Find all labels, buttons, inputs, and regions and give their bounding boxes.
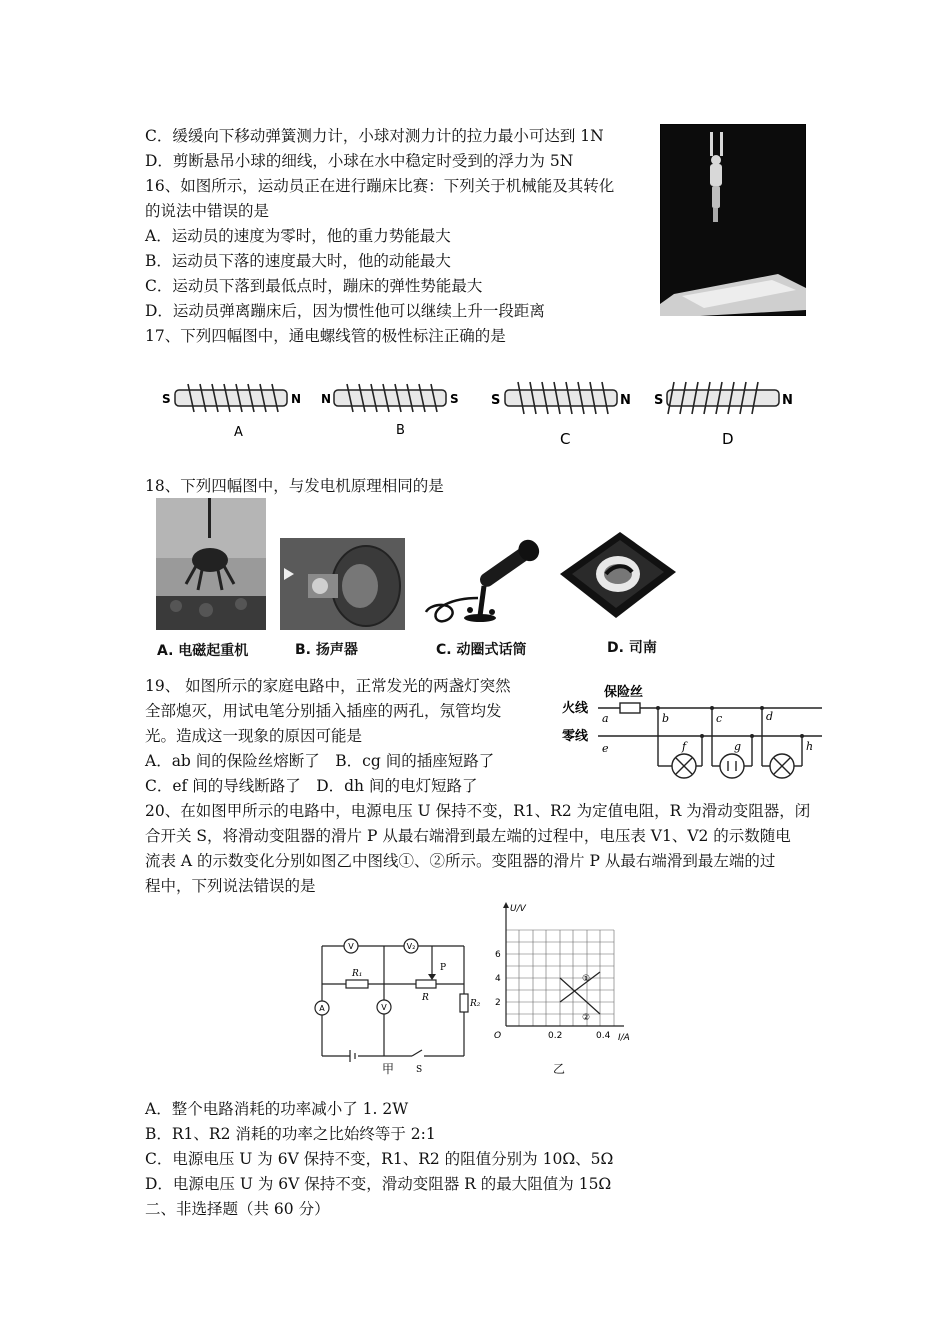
graph-x-tick-0.2: 0.2 xyxy=(548,1031,563,1041)
q20-option-d: D．电源电压 U 为 6V 保持不变，滑动变阻器 R 的最大阻值为 15Ω xyxy=(145,1175,612,1193)
q18-caption-b: B. 扬声器 xyxy=(295,642,358,658)
q20-stem-2: 合开关 S，将滑动变阻器的滑片 P 从最右端滑到最左端的过程中，电压表 V1、V2 的示数随电 xyxy=(145,827,791,845)
live-wire-label: 火线 xyxy=(562,701,589,716)
q18-caption-d: D. 司南 xyxy=(607,640,657,656)
q18-stem: 18、下列四幅图中，与发电机原理相同的是 xyxy=(145,477,444,495)
q20-circuit-diagram xyxy=(308,930,488,1075)
r2-label: R₂ xyxy=(470,999,481,1009)
graph-xlabel: I/A xyxy=(618,1033,630,1042)
voltmeter-1-label: V xyxy=(348,942,354,951)
r1-label: R₁ xyxy=(352,969,363,979)
q16-stem-2: 的说法中错误的是 xyxy=(145,202,270,220)
q15-option-d: D．剪断悬吊小球的细线，小球在水中稳定时受到的浮力为 5N xyxy=(145,152,574,170)
solenoid-b-left-pole: N xyxy=(321,392,332,406)
q19-stem-2: 全部熄灭，用试电笔分别插入插座的两孔，氖管均发 xyxy=(145,702,502,720)
point-b: b xyxy=(662,712,670,725)
graph-x-tick-0.4: 0.4 xyxy=(596,1031,611,1041)
sinan-compass-photo xyxy=(558,528,678,620)
ammeter-label: A xyxy=(319,1004,325,1013)
q16-option-a: A．运动员的速度为零时，他的重力势能最大 xyxy=(145,227,451,245)
graph-caption: 乙 xyxy=(553,1062,566,1076)
solenoid-d-label: D xyxy=(722,430,734,448)
q20-ui-graph xyxy=(490,900,640,1042)
q18-caption-a: A. 电磁起重机 xyxy=(157,643,249,659)
q20-option-a: A．整个电路消耗的功率减小了 1. 2W xyxy=(145,1100,409,1118)
solenoid-b-label: B xyxy=(396,423,405,438)
point-d: d xyxy=(766,710,774,723)
solenoid-c-left-pole: S xyxy=(491,393,501,408)
slider-p-label: P xyxy=(440,963,447,973)
solenoid-a-left-pole: S xyxy=(162,392,171,406)
point-e: e xyxy=(602,742,609,755)
q16-stem-1: 16、如图所示，运动员正在进行蹦床比赛：下列关于机械能及其转化 xyxy=(145,177,615,195)
solenoid-a-right-pole: N xyxy=(291,392,302,406)
graph-line-1-label: ① xyxy=(582,974,591,984)
dynamic-microphone-photo xyxy=(422,538,542,630)
fuse-label: 保险丝 xyxy=(604,685,644,700)
solenoid-b xyxy=(334,384,446,412)
graph-line-2-label: ② xyxy=(582,1013,591,1023)
q20-stem-1: 20、在如图甲所示的电路中，电源电压 U 保持不变，R1、R2 为定值电阻，R 为滑动变阻器，闭 xyxy=(145,802,811,820)
section-two-heading: 二、非选择题（共 60 分） xyxy=(145,1200,330,1218)
point-c: c xyxy=(716,712,723,725)
voltmeter-2-label: V₂ xyxy=(406,942,416,951)
circuit-caption: 甲 xyxy=(382,1062,395,1076)
q16-option-c: C．运动员下落到最低点时，蹦床的弹性势能最大 xyxy=(145,277,483,295)
q17-solenoid-figures xyxy=(150,370,800,450)
q20-option-b: B．R1、R2 消耗的功率之比始终等于 2:1 xyxy=(145,1125,436,1143)
q17-stem: 17、下列四幅图中，通电螺线管的极性标注正确的是 xyxy=(145,327,506,345)
q19-options-cd: C．ef 间的导线断路了 D．dh 间的电灯短路了 xyxy=(145,777,478,795)
switch-s-label: S xyxy=(416,1065,423,1075)
q16-option-d: D．运动员弹离蹦床后，因为惯性他可以继续上升一段距离 xyxy=(145,302,545,320)
household-circuit-diagram xyxy=(562,682,824,786)
solenoid-d xyxy=(667,382,779,414)
graph-y-tick-2: 2 xyxy=(495,998,501,1008)
electromagnetic-crane-photo xyxy=(156,498,266,630)
solenoid-c xyxy=(505,382,617,414)
q19-options-ab: A．ab 间的保险丝熔断了 B．cg 间的插座短路了 xyxy=(145,752,495,770)
graph-ylabel: U/V xyxy=(510,904,526,914)
point-a: a xyxy=(602,712,609,725)
solenoid-d-right-pole: N xyxy=(782,393,793,408)
q20-stem-4: 程中，下列说法错误的是 xyxy=(145,877,316,895)
trampoline-photo xyxy=(660,124,806,316)
graph-origin: O xyxy=(494,1031,502,1041)
q20-option-c: C．电源电压 U 为 6V 保持不变，R1、R2 的阻值分别为 10Ω、5Ω xyxy=(145,1150,614,1168)
voltmeter-3-label: V xyxy=(381,1003,387,1012)
solenoid-a-label: A xyxy=(234,425,243,440)
q19-stem-3: 光。造成这一现象的原因可能是 xyxy=(145,727,363,745)
q20-stem-3: 流表 A 的示数变化分别如图乙中图线①、②所示。变阻器的滑片 P 从最右端滑到最左端的过 xyxy=(145,852,776,870)
loudspeaker-photo xyxy=(280,538,405,630)
neutral-wire-label: 零线 xyxy=(562,729,589,744)
q16-option-b: B．运动员下落的速度最大时，他的动能最大 xyxy=(145,252,451,270)
solenoid-a xyxy=(175,384,287,412)
graph-y-tick-4: 4 xyxy=(495,974,501,984)
solenoid-d-left-pole: S xyxy=(654,393,664,408)
point-f: f xyxy=(682,740,687,753)
graph-y-tick-6: 6 xyxy=(495,950,501,960)
q18-caption-c: C. 动圈式话筒 xyxy=(436,642,527,658)
solenoid-c-right-pole: N xyxy=(620,393,631,408)
point-g: g xyxy=(734,740,742,753)
r-label: R xyxy=(422,993,429,1003)
q15-option-c: C．缓缓向下移动弹簧测力计，小球对测力计的拉力最小可达到 1N xyxy=(145,127,604,145)
point-h: h xyxy=(806,740,814,753)
solenoid-c-label: C xyxy=(560,430,571,448)
q19-stem-1: 19、 如图所示的家庭电路中，正常发光的两盏灯突然 xyxy=(145,677,511,695)
solenoid-b-right-pole: S xyxy=(450,392,459,406)
